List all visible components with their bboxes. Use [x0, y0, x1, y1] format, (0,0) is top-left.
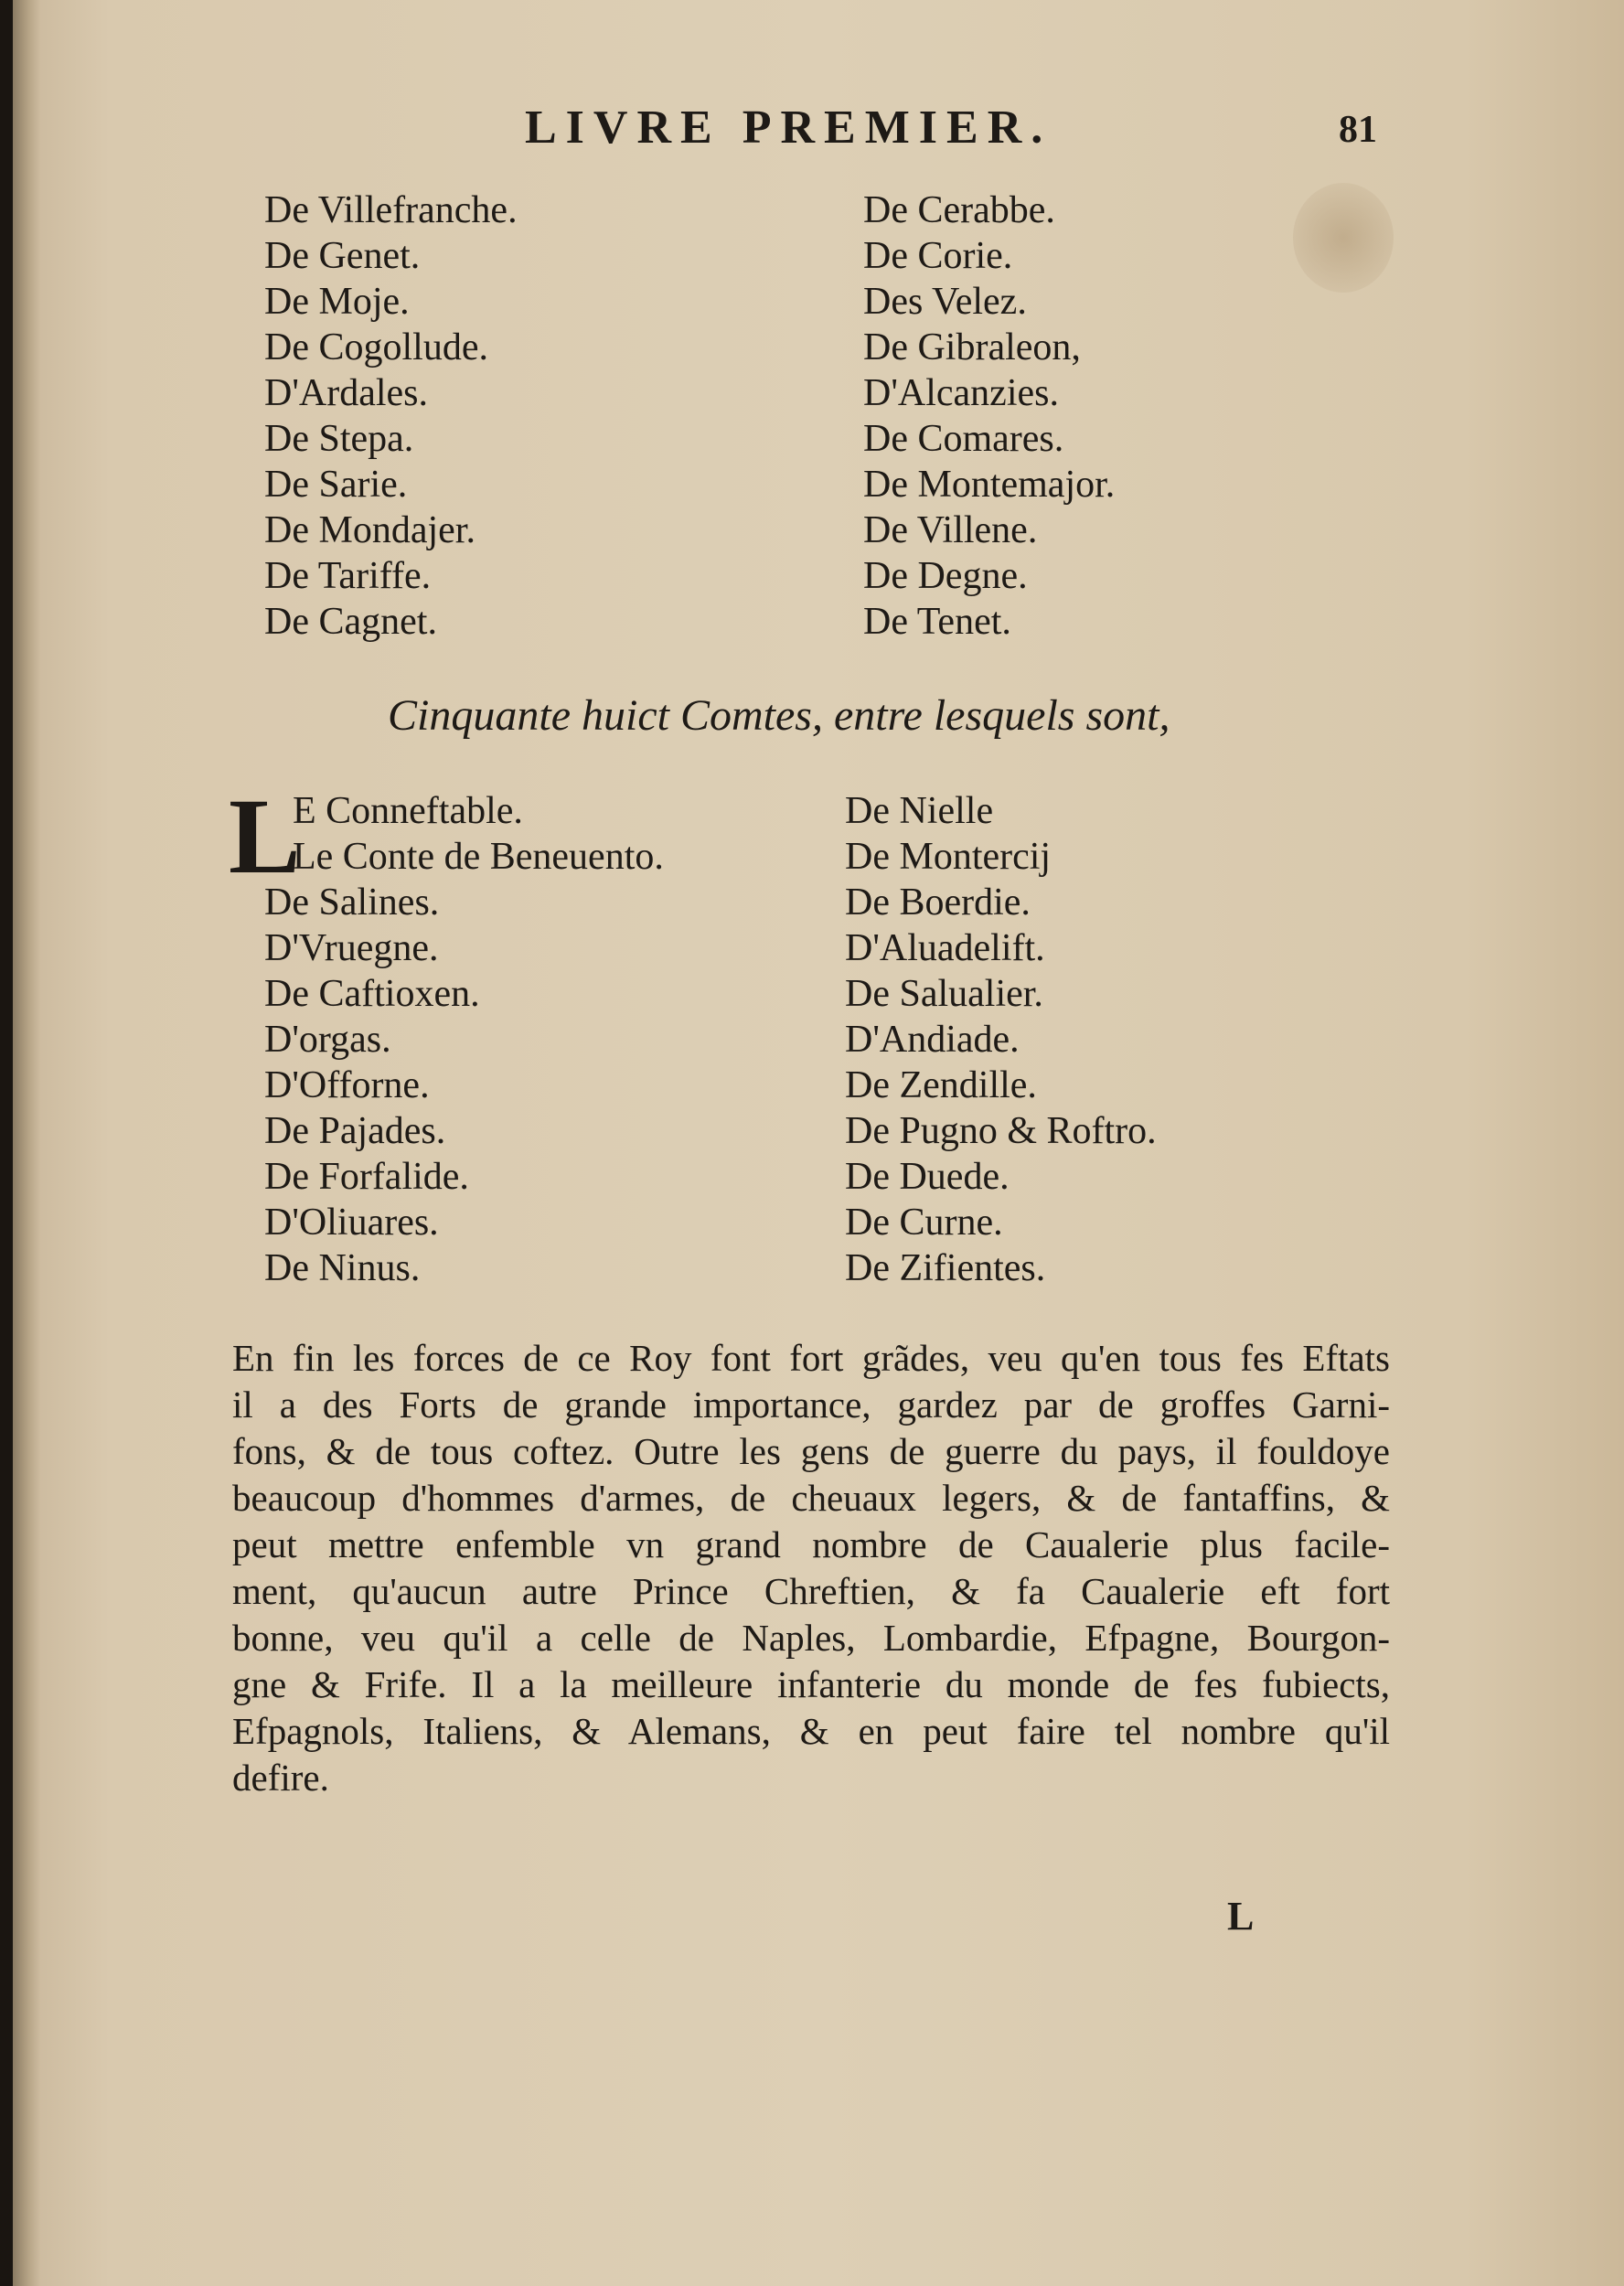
list-item: De Moje.: [264, 281, 410, 323]
list-item: De Pugno & Roftro.: [845, 1110, 1157, 1152]
comtes-list-right: [845, 788, 1157, 1291]
paper-stain: [1293, 183, 1394, 293]
list-item: E Conneftable.: [293, 790, 523, 832]
paragraph-line: defire.: [232, 1757, 329, 1799]
list-item: De Sarie.: [264, 464, 408, 506]
list-item: De Caftioxen.: [264, 973, 480, 1015]
list-item: De Tariffe.: [264, 555, 432, 597]
list-item: D'Ardales.: [264, 372, 429, 414]
page-number: 81: [1339, 109, 1377, 151]
comtes-list-left: [264, 880, 480, 1291]
list-item: De Ninus.: [264, 1247, 421, 1289]
section-heading: Cinquante huict Comtes, entre lesquels sont,: [388, 691, 1170, 740]
list-item: De Degne.: [863, 555, 1028, 597]
body-paragraph: [232, 1335, 1390, 1801]
list-item: De Boerdie.: [845, 881, 1031, 924]
list-item: De Duede.: [845, 1156, 1010, 1198]
list-item: Des Velez.: [863, 281, 1027, 323]
top-list-left: [264, 187, 518, 645]
list-item: De Curne.: [845, 1202, 1003, 1244]
list-item: De Villefranche.: [264, 189, 518, 231]
paragraph-line: ment, qu'aucun autre Prince Chreftien, & fa Caualerie eft fort: [232, 1570, 1390, 1612]
list-item: De Pajades.: [264, 1110, 446, 1152]
list-item: De Montercij: [845, 836, 1052, 878]
book-page: [13, 0, 1624, 2286]
list-item: De Salualier.: [845, 973, 1043, 1015]
comtes-list-left-top: [293, 788, 664, 880]
list-item: De Tenet.: [863, 601, 1011, 643]
list-item: De Montemajor.: [863, 464, 1116, 506]
paragraph-line: fons, & de tous coftez. Outre les gens de guerre du pays, il fouldoye: [232, 1430, 1390, 1472]
paragraph-line: peut mettre enfemble vn grand nombre de Caualerie plus facile-: [232, 1523, 1390, 1565]
list-item: D'orgas.: [264, 1019, 391, 1061]
top-list-right: [863, 187, 1115, 645]
list-item: De Salines.: [264, 881, 440, 924]
list-item: De Cagnet.: [264, 601, 437, 643]
paragraph-line: Efpagnols, Italiens, & Alemans, & en peut faire tel nombre qu'il: [232, 1710, 1390, 1752]
list-item: De Mondajer.: [264, 509, 475, 551]
list-item: De Cogollude.: [264, 326, 488, 369]
running-header: LIVRE PREMIER.: [525, 101, 1052, 154]
paragraph-line: il a des Forts de grande importance, gardez par de groffes Garni-: [232, 1383, 1390, 1426]
list-item: D'Vruegne.: [264, 927, 439, 969]
list-item: De Corie.: [863, 235, 1013, 277]
list-item: D'Oliuares.: [264, 1202, 439, 1244]
list-item: De Comares.: [863, 418, 1064, 460]
paragraph-line: En fin les forces de ce Roy font fort grãdes, veu qu'en tous fes Eftats: [232, 1337, 1390, 1379]
list-item: D'Aluadelift.: [845, 927, 1045, 969]
paragraph-line: beaucoup d'hommes d'armes, de cheuaux legers, & de fantaffins, &: [232, 1477, 1390, 1519]
list-item: De Genet.: [264, 235, 421, 277]
paragraph-line: gne & Frife. Il a la meilleure infanterie du monde de fes fubiects,: [232, 1663, 1390, 1705]
list-item: D'Alcanzies.: [863, 372, 1059, 414]
list-item: De Zifientes.: [845, 1247, 1046, 1289]
list-item: D'Offorne.: [264, 1064, 430, 1106]
page-gutter-edge: [13, 0, 40, 2286]
list-item: De Forfalide.: [264, 1156, 469, 1198]
paragraph-line: bonne, veu qu'il a celle de Naples, Lombardie, Efpagne, Bourgon-: [232, 1617, 1390, 1659]
list-item: De Zendille.: [845, 1064, 1037, 1106]
list-item: De Cerabbe.: [863, 189, 1055, 231]
list-item: De Nielle: [845, 790, 994, 832]
list-item: De Gibraleon,: [863, 326, 1081, 369]
list-item: De Villene.: [863, 509, 1038, 551]
drop-cap: L: [229, 776, 301, 896]
list-item: Le Conte de Beneuento.: [293, 836, 664, 878]
list-item: D'Andiade.: [845, 1019, 1020, 1061]
list-item: De Stepa.: [264, 418, 414, 460]
catchword: L: [1227, 1894, 1255, 1939]
